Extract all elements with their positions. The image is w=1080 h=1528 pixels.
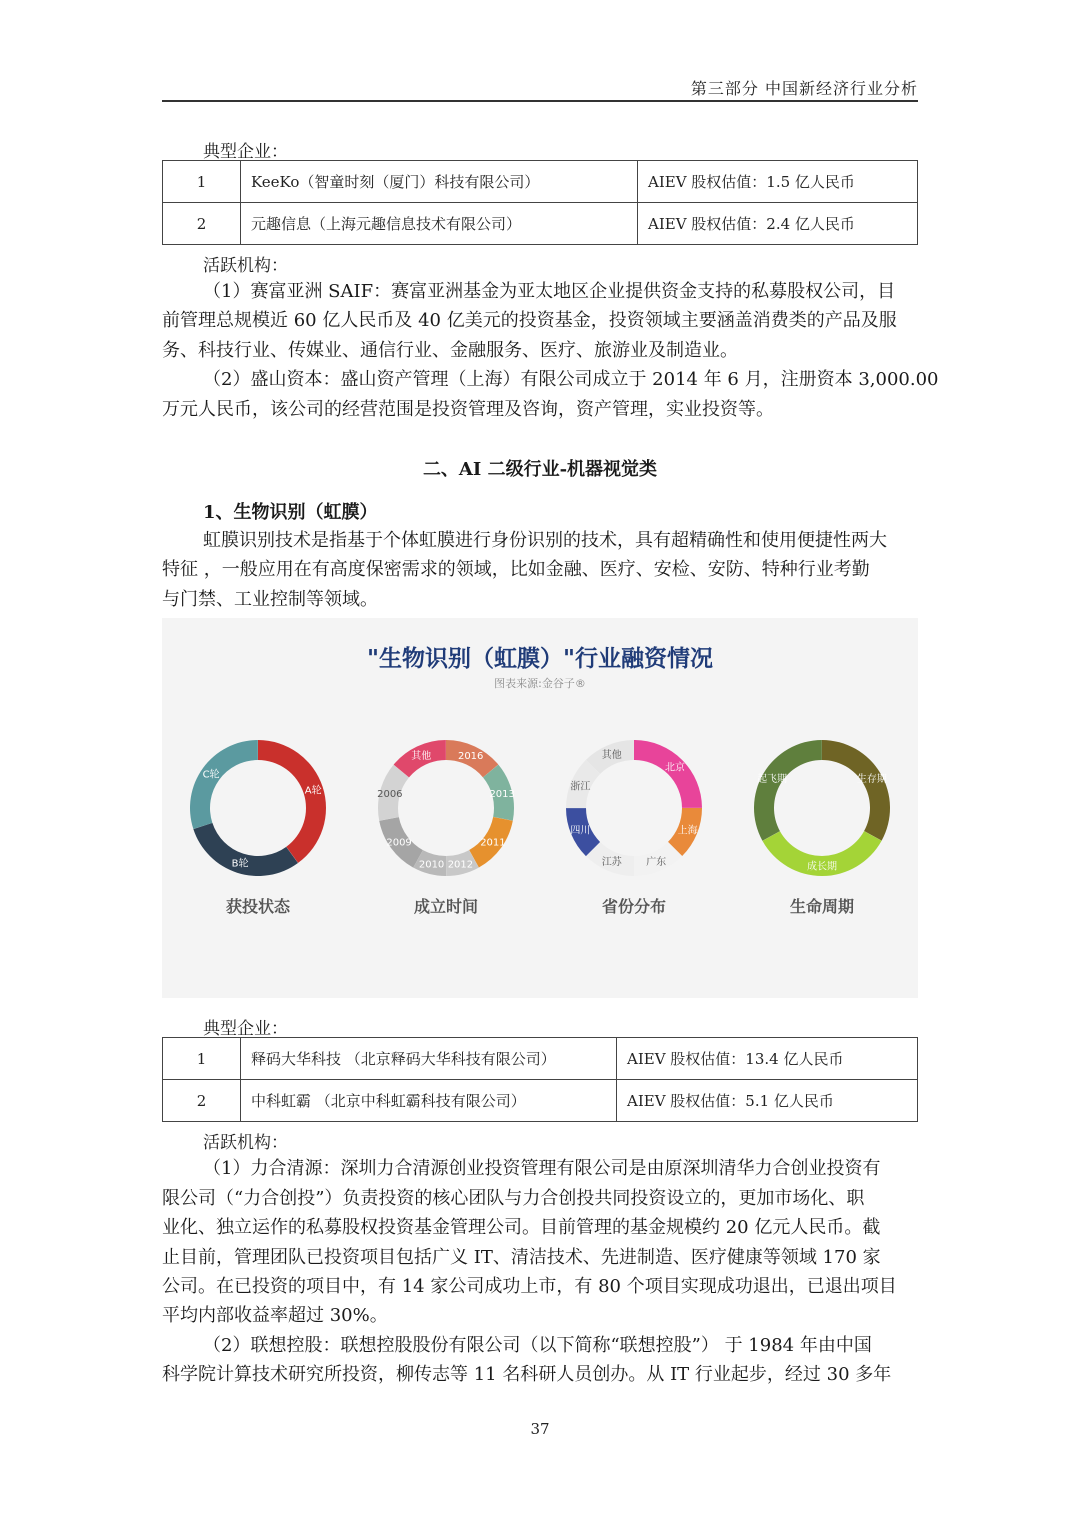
slice-label: 上海 [677, 825, 698, 837]
running-header: 第三部分 中国新经济行业分析 [690, 79, 918, 98]
donut-caption: 获投状态 [225, 897, 291, 916]
slice-label: B轮 [231, 858, 249, 870]
donut-slice [258, 740, 326, 863]
slice-label: A轮 [304, 785, 322, 797]
row-number: 2 [163, 1080, 241, 1122]
paragraph-line: 平均内部收益率超过 30%。 [162, 1305, 388, 1326]
table-row [163, 161, 918, 203]
donut-slice [634, 740, 702, 808]
row-number: 1 [163, 161, 241, 203]
slice-label: C轮 [202, 769, 220, 781]
company-valuation: AIEV 股权估值：13.4 亿人民币 [617, 1038, 918, 1080]
company-name: 释码大华科技 （北京释码大华科技有限公司） [241, 1038, 617, 1080]
companies-table-1 [162, 160, 918, 245]
row-number: 2 [163, 203, 241, 245]
paragraph-line: 止目前，管理团队已投资项目包括广义 IT、清洁技术、先进制造、医疗健康等领域 170 家 [162, 1247, 881, 1268]
company-valuation: AIEV 股权估值：2.4 亿人民币 [638, 203, 918, 245]
donut-charts [162, 618, 918, 998]
donut-slice [822, 740, 890, 841]
slice-label: 2012 [447, 859, 474, 871]
donut-caption: 生命周期 [789, 897, 855, 916]
paragraph-line: （2）盛山资本：盛山资产管理（上海）有限公司成立于 2014 年 6 月，注册资本 3,000.00 [203, 369, 939, 390]
slice-label: 2013 [489, 789, 515, 801]
slice-label: 成长期 [807, 861, 837, 873]
slice-label: 2016 [457, 751, 484, 763]
active-institutions-label: 活跃机构： [203, 256, 288, 276]
slice-label: 2009 [386, 837, 412, 849]
slice-label: 起飞期 [757, 773, 788, 785]
table-row [163, 1080, 918, 1122]
slice-label: 2006 [377, 789, 403, 801]
active-institutions-label: 活跃机构： [203, 1133, 288, 1153]
slice-label: 四川 [570, 825, 591, 837]
financing-chart [162, 618, 918, 998]
slice-label: 生存期 [856, 773, 887, 785]
company-name: KeeKo（智童时刻（厦门）科技有限公司） [241, 161, 638, 203]
header-divider [162, 100, 918, 102]
paragraph-line: （2）联想控股：联想控股股份有限公司（以下简称“联想控股”） 于 1984 年由中国 [203, 1335, 872, 1356]
company-valuation: AIEV 股权估值：5.1 亿人民币 [617, 1080, 918, 1122]
table-row [163, 203, 918, 245]
typical-companies-label: 典型企业： [203, 1019, 288, 1039]
paragraph-line: 前管理总规模近 60 亿人民币及 40 亿美元的投资基金，投资领域主要涵盖消费类的产品及服 [162, 310, 897, 331]
page-number: 37 [530, 1420, 550, 1438]
paragraph-line: 业化、独立运作的私募股权投资基金管理公司。目前管理的基金规模约 20 亿元人民币。截 [162, 1217, 881, 1238]
chart-source: 图表来源:金谷子® [494, 677, 586, 690]
typical-companies-label: 典型企业： [203, 142, 288, 162]
slice-label: 其他 [411, 751, 432, 763]
chart-title: "生物识别（虹膜）"行业融资情况 [367, 646, 713, 672]
paragraph-line: 特征 ，一般应用在有高度保密需求的领域，比如金融、医疗、安检、安防、特种行业考勤 [162, 559, 870, 580]
donut-slice [754, 740, 822, 841]
slice-label: 2011 [480, 837, 506, 849]
paragraph-line: 限公司（“力合创投”）负责投资的核心团队与力合创投共同投资设立的，更加市场化、职 [162, 1188, 865, 1209]
slice-label: 其他 [601, 749, 622, 761]
paragraph-line: 科学院计算技术研究所投资，柳传志等 11 名科研人员创办。从 IT 行业起步，经过 30 多年 [162, 1364, 892, 1385]
donut-caption: 成立时间 [413, 897, 479, 916]
paragraph-line: 虹膜识别技术是指基于个体虹膜进行身份识别的技术，具有超精确性和使用便捷性两大 [203, 530, 887, 551]
company-name: 元趣信息（上海元趣信息技术有限公司） [241, 203, 638, 245]
companies-table-2 [162, 1037, 918, 1122]
paragraph-line: （1）力合清源：深圳力合清源创业投资管理有限公司是由原深圳清华力合创业投资有 [203, 1158, 881, 1179]
slice-label: 广东 [646, 857, 667, 869]
paragraph-line: 务、科技行业、传媒业、通信行业、金融服务、医疗、旅游业及制造业。 [162, 340, 738, 361]
row-number: 1 [163, 1038, 241, 1080]
company-valuation: AIEV 股权估值：1.5 亿人民币 [638, 161, 918, 203]
paragraph-line: （1）赛富亚洲 SAIF：赛富亚洲基金为亚太地区企业提供资金支持的私募股权公司，目 [203, 281, 896, 302]
slice-label: 浙江 [570, 781, 591, 793]
company-name: 中科虹霸 （北京中科虹霸科技有限公司） [241, 1080, 617, 1122]
slice-label: 北京 [665, 762, 686, 774]
section-heading: 二、AI 二级行业-机器视觉类 [422, 459, 658, 480]
paragraph-line: 与门禁、工业控制等领域。 [162, 589, 378, 610]
paragraph-line: 万元人民币，该公司的经营范围是投资管理及咨询，资产管理，实业投资等。 [162, 399, 774, 420]
table-row [163, 1038, 918, 1080]
paragraph-line: 公司。在已投资的项目中，有 14 家公司成功上市，有 80 个项目实现成功退出，已退出项目 [162, 1276, 897, 1297]
donut-caption: 省份分布 [601, 897, 667, 916]
slice-label: 江苏 [601, 857, 622, 869]
donut-slice [190, 740, 258, 829]
slice-label: 2010 [418, 859, 445, 871]
subsection-heading: 1、生物识别（虹膜） [203, 502, 378, 523]
